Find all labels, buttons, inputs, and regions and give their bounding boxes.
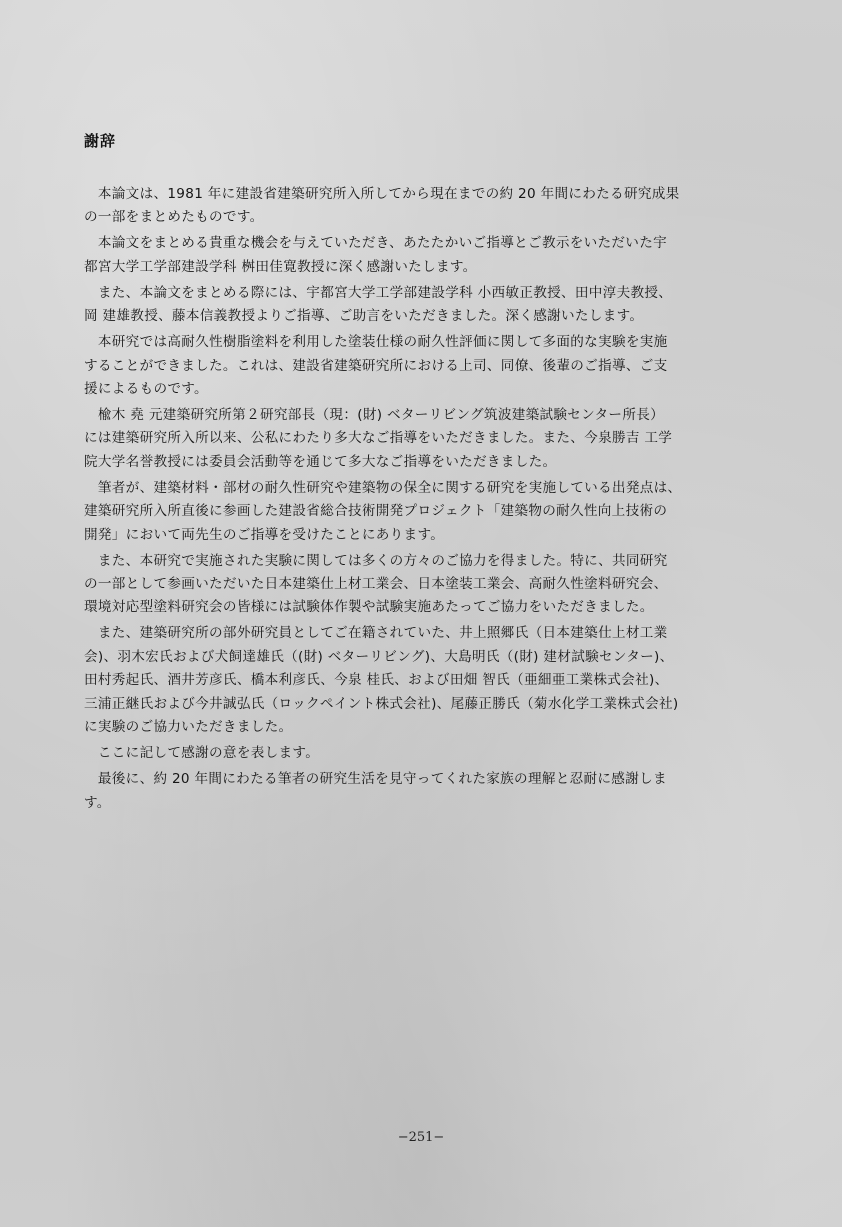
text-line: また、建築研究所の部外研究員としてご在籍されていた、井上照郷氏（日本建築仕上材工業 [84,625,668,642]
text-line: の一部をまとめたものです。 [84,209,264,226]
text-line: す。 [84,794,111,811]
text-line: 本論文をまとめる貴重な機会を与えていただき、あたたかいご指導とご教示をいただいた宇 [84,235,667,252]
text-line: 三浦正継氏および今井誠弘氏（ロックペイント株式会社)、尾藤正勝氏（菊水化学工業株式会社) [84,695,679,712]
text-line: 岡 建雄教授、藤本信義教授よりご指導、ご助言をいただきました。深く感謝いたします。 [84,308,644,325]
text-line: 開発」において両先生のご指導を受けたことにあります。 [84,526,445,543]
acknowledgement-body [84,183,732,815]
text-line: に実験のご協力いただきました。 [84,719,293,736]
text-line: また、本研究で実施された実験に関しては多くの方々のご協力を得ました。特に、共同研究 [84,552,668,569]
text-line: 都宮大学工学部建設学科 桝田佳寛教授に深く感謝いたします。 [84,258,477,275]
text-line: 楡木 堯 元建築研究所第２研究部長（現：(財) ベターリビング筑波建築試験センター所長） [84,407,665,424]
text-line: また、本論文をまとめる際には、宇都宮大学工学部建設学科 小西敏正教授、田中淳夫教授、 [84,284,673,301]
text-line: 本論文は、1981 年に建設省建築研究所入所してから現在までの約 20 年間にわたる研究成果 [84,186,680,202]
text-line: 筆者が、建築材料・部材の耐久性研究や建築物の保全に関する研究を実施している出発点は、 [84,479,682,496]
text-line: には建築研究所入所以来、公私にわたり多大なご指導をいただきました。また、今泉勝吉 工学 [84,430,673,447]
text-line: 院大学名誉教授には委員会活動等を通じて多大なご指導をいただきました。 [84,453,557,470]
text-line: することができました。これは、建設省建築研究所における上司、同僚、後輩のご指導、ご支 [84,357,668,374]
text-line: 田村秀起氏、酒井芳彦氏、橋本利彦氏、今泉 桂氏、および田畑 智氏（亜細亜工業株式会社)、 [84,672,669,689]
text-line: 建築研究所入所直後に参画した建設省総合技術開発プロジェクト「建築物の耐久性向上技術の [84,503,668,520]
text-line: 本研究では高耐久性樹脂塗料を利用した塗装仕様の耐久性評価に関して多面的な実験を実施 [84,334,668,351]
text-line: の一部として参画いただいた日本建築仕上材工業会、日本塗装工業会、高耐久性塗料研究会、 [84,576,668,593]
text-line: 環境対応型塗料研究会の皆様には試験体作製や試験実施あたってご協力をいただきました。 [84,599,654,616]
page-number: −251− [397,1130,445,1145]
text-line: ここに記して感謝の意を表します。 [84,745,320,762]
text-line: 援によるものです。 [84,381,208,398]
text-line: 最後に、約 20 年間にわたる筆者の研究生活を見守ってくれた家族の理解と忍耐に感謝しま [84,771,667,788]
text-line: 会)、羽木宏氏および犬飼達雄氏（(財) ベターリビング)、大島明氏（(財) 建材試験センター)、 [84,648,674,665]
page-heading: 謝辞 [84,132,117,150]
